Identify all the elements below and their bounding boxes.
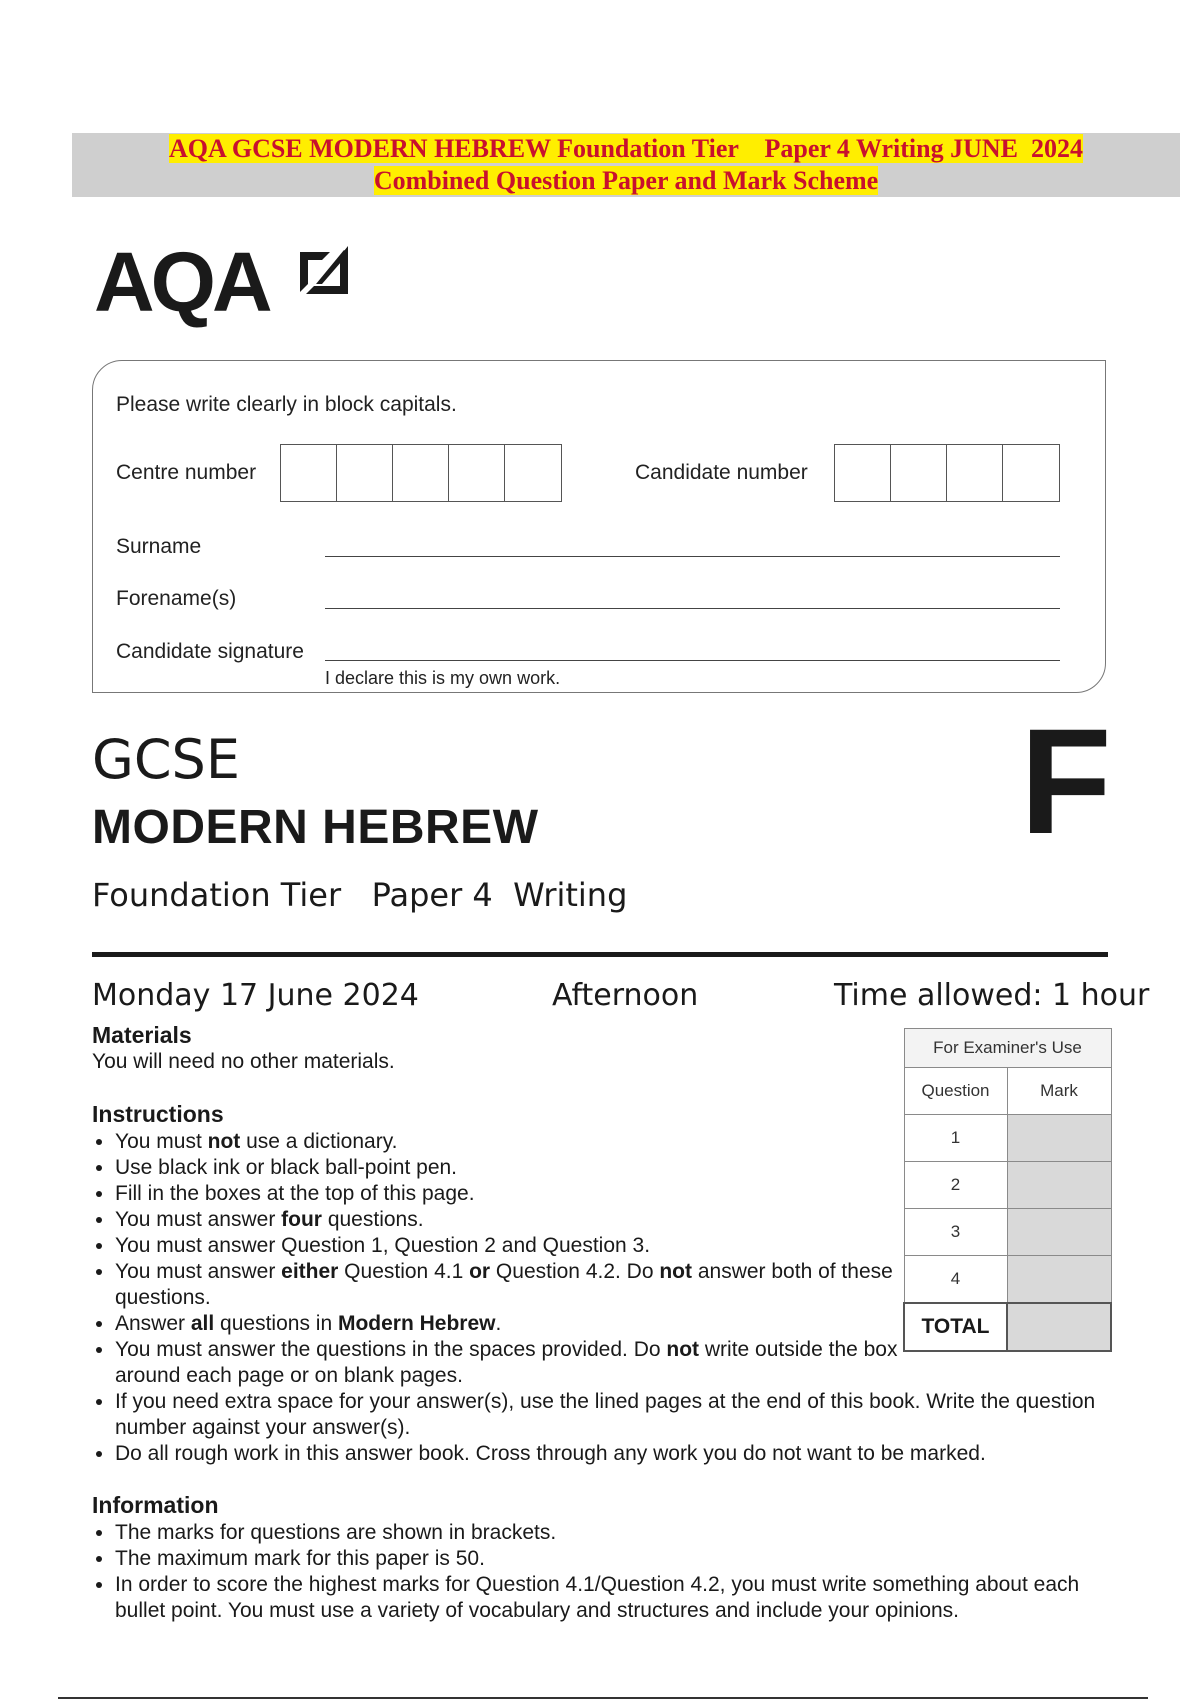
centre-number-field[interactable]	[280, 444, 562, 502]
signature-field[interactable]	[325, 660, 1060, 661]
banner-line-1: AQA GCSE MODERN HEBREW Foundation Tier Paper 4 Writing JUNE 2024	[169, 134, 1083, 163]
time-allowed: Time allowed: 1 hour	[834, 978, 1150, 1013]
question-number: 3	[904, 1209, 1007, 1256]
exam-date: Monday 17 June 2024	[92, 978, 419, 1013]
examiner-table-title: For Examiner's Use	[904, 1029, 1111, 1068]
table-row	[904, 1115, 1111, 1162]
surname-field[interactable]	[325, 556, 1060, 557]
list-item: • You must answer the questions in the spaces provided. Do not write outside the box around each page or on blank pages.	[115, 1337, 915, 1389]
declaration-text: I declare this is my own work.	[325, 668, 561, 688]
candidate-number-box[interactable]	[1003, 445, 1059, 501]
table-row	[904, 1162, 1111, 1209]
mark-cell	[1007, 1115, 1111, 1162]
centre-number-box[interactable]	[449, 445, 505, 501]
table-row	[904, 1209, 1111, 1256]
list-item: • Use black ink or black ball-point pen.	[115, 1155, 915, 1181]
list-item: • If you need extra space for your answer(s), use the lined pages at the end of this book. Write the question number against your answer(s).	[115, 1389, 1115, 1441]
list-item: • You must answer either Question 4.1 or Question 4.2. Do not answer both of these questions.	[115, 1259, 915, 1311]
candidate-number-box[interactable]	[835, 445, 891, 501]
tier-letter: F	[1020, 697, 1112, 865]
signature-label: Candidate signature	[116, 640, 304, 663]
materials-heading: Materials	[92, 1022, 192, 1048]
centre-number-box[interactable]	[337, 445, 393, 501]
candidate-number-field[interactable]	[834, 444, 1060, 502]
list-item: • Fill in the boxes at the top of this page.	[115, 1181, 915, 1207]
centre-number-box[interactable]	[505, 445, 561, 501]
list-item: • You must not use a dictionary.	[115, 1129, 915, 1155]
banner-line-2: Combined Question Paper and Mark Scheme	[373, 166, 879, 195]
table-row	[904, 1256, 1111, 1304]
page-bottom-divider	[58, 1697, 1148, 1699]
forename-field[interactable]	[325, 608, 1060, 609]
instructions-list-continued	[92, 1389, 1115, 1467]
centre-number-box[interactable]	[393, 445, 449, 501]
aqa-logo-mark-icon	[296, 244, 354, 300]
forename-label: Forename(s)	[116, 587, 237, 610]
list-item: • You must answer Question 1, Question 2 and Question 3.	[115, 1233, 915, 1259]
surname-label: Surname	[116, 535, 202, 558]
centre-number-box[interactable]	[281, 445, 337, 501]
list-item: • The maximum mark for this paper is 50.	[115, 1546, 1125, 1572]
candidate-number-box[interactable]	[947, 445, 1003, 501]
examiner-use-table	[903, 1028, 1112, 1352]
mark-cell	[1007, 1256, 1111, 1304]
mark-column-header: Mark	[1007, 1068, 1111, 1115]
question-number: 2	[904, 1162, 1007, 1209]
instructions-heading: Instructions	[92, 1101, 224, 1127]
table-row	[904, 1303, 1111, 1351]
question-number: 4	[904, 1256, 1007, 1304]
aqa-logo: AQA	[94, 235, 269, 329]
candidate-number-box[interactable]	[891, 445, 947, 501]
mark-cell	[1007, 1209, 1111, 1256]
qualification-title: GCSE	[92, 728, 240, 791]
tier-paper-title: Foundation Tier Paper 4 Writing	[92, 876, 628, 914]
list-item: • The marks for questions are shown in brackets.	[115, 1520, 1125, 1546]
subject-title: MODERN HEBREW	[92, 801, 539, 854]
instructions-list	[92, 1129, 915, 1389]
total-mark-cell	[1007, 1303, 1111, 1351]
information-heading: Information	[92, 1492, 219, 1518]
title-divider	[92, 952, 1108, 957]
question-column-header: Question	[904, 1068, 1007, 1115]
centre-number-label: Centre number	[116, 461, 257, 484]
list-item: • In order to score the highest marks for Question 4.1/Question 4.2, you must write something about each bullet point. You must use a variety of vocabulary and structures and include your opinions.	[115, 1572, 1125, 1624]
block-capitals-prompt: Please write clearly in block capitals.	[116, 393, 457, 416]
candidate-number-label: Candidate number	[635, 461, 808, 484]
exam-session: Afternoon	[552, 978, 699, 1013]
total-label: TOTAL	[904, 1303, 1007, 1351]
information-list	[92, 1520, 1125, 1624]
materials-text: You will need no other materials.	[92, 1050, 395, 1073]
list-item: • Answer all questions in Modern Hebrew.	[115, 1311, 915, 1337]
mark-cell	[1007, 1162, 1111, 1209]
list-item: • Do all rough work in this answer book. Cross through any work you do not want to be marked.	[115, 1441, 1115, 1467]
question-number: 1	[904, 1115, 1007, 1162]
document-banner	[72, 133, 1180, 197]
list-item: • You must answer four questions.	[115, 1207, 915, 1233]
